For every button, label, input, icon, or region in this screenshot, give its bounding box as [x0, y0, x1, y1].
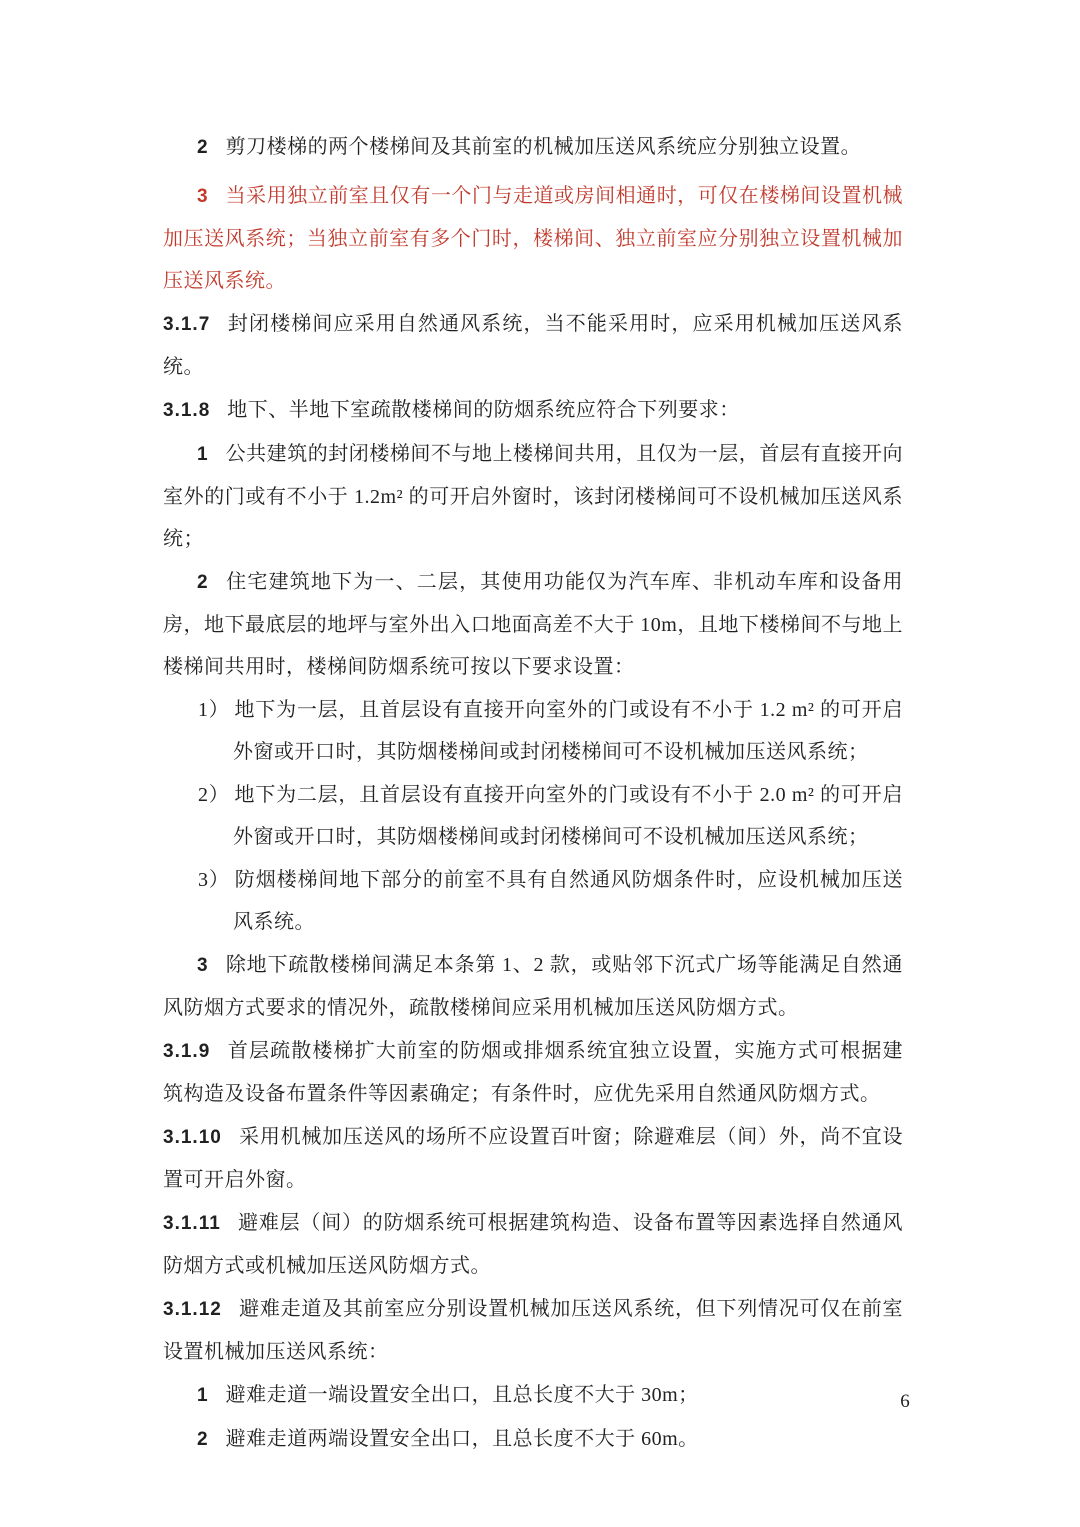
clause-text: 防烟楼梯间地下部分的前室不具有自然通风防烟条件时，应设机械加压送风系统。 — [233, 869, 904, 933]
item-number: 1 — [197, 1385, 209, 1406]
clause-text: 避难走道一端设置安全出口，且总长度不大于 30m； — [225, 1384, 699, 1406]
clause-paragraph-3-1-8-item-2 — [163, 561, 903, 688]
clause-text: 封闭楼梯间应采用自然通风系统，当不能采用时，应采用机械加压送风系统。 — [163, 313, 903, 378]
subitem-number: 1） — [198, 699, 230, 721]
clause-text: 采用机械加压送风的场所不应设置百叶窗；除避难层（间）外，尚不宜设置可开启外窗。 — [163, 1126, 903, 1191]
clause-text: 地下、半地下室疏散楼梯间的防烟系统应符合下列要求： — [227, 399, 740, 421]
clause-text: 公共建筑的封闭楼梯间不与地上楼梯间共用，且仅为一层，首层有直接开向室外的门或有不小于 1.2m² 的可开启外窗时，该封闭楼梯间可不设机械加压送风系统； — [163, 443, 903, 550]
subitem-number: 3） — [198, 869, 230, 891]
clause-paragraph-item-2 — [163, 126, 903, 169]
clause-text: 首层疏散楼梯扩大前室的防烟或排烟系统宜独立设置，实施方式可根据建筑构造及设备布置条件等因素确定；有条件时，应优先采用自然通风防烟方式。 — [163, 1040, 903, 1105]
clause-text: 剪刀楼梯的两个楼梯间及其前室的机械加压送风系统应分别独立设置。 — [225, 136, 862, 158]
clause-text: 避难层（间）的防烟系统可根据建筑构造、设备布置等因素选择自然通风防烟方式或机械加压送风防烟方式。 — [163, 1212, 903, 1277]
subitem-number: 2） — [198, 784, 230, 806]
clause-text: 避难走道两端设置安全出口，且总长度不大于 60m。 — [225, 1428, 699, 1450]
clause-number: 3.1.7 — [163, 314, 211, 335]
clause-paragraph-3-1-8 — [163, 389, 903, 432]
item-number: 2 — [197, 572, 209, 593]
item-number: 2 — [197, 137, 209, 158]
clause-text: 地下为一层，且首层设有直接开向室外的门或设有不小于 1.2 m² 的可开启外窗或开口时，其防烟楼梯间或封闭楼梯间可不设机械加压送风系统； — [233, 699, 903, 763]
clause-paragraph-3-1-12-item-1 — [163, 1374, 903, 1417]
clause-text: 地下为二层，且首层设有直接开向室外的门或设有不小于 2.0 m² 的可开启外窗或开口时，其防烟楼梯间或封闭楼梯间可不设机械加压送风系统； — [233, 784, 903, 848]
clause-paragraph-subitem-1 — [163, 689, 903, 773]
clause-paragraph-subitem-2 — [163, 774, 903, 858]
clause-number: 3.1.9 — [163, 1041, 211, 1062]
clause-paragraph-3-1-11 — [163, 1202, 903, 1287]
clause-paragraph-3-1-7 — [163, 303, 903, 388]
clause-paragraph-3-1-12-item-2 — [163, 1418, 903, 1461]
clause-number: 3.1.12 — [163, 1299, 222, 1320]
clause-paragraph-3-1-10 — [163, 1116, 903, 1201]
clause-paragraph-item-3-highlighted — [163, 175, 903, 302]
clause-number: 3.1.11 — [163, 1213, 221, 1234]
clause-text: 当采用独立前室且仅有一个门与走道或房间相通时，可仅在楼梯间设置机械加压送风系统；当独立前室有多个门时，楼梯间、独立前室应分别独立设置机械加压送风系统。 — [163, 185, 903, 292]
document-content — [163, 126, 903, 1462]
item-number: 3 — [197, 186, 209, 207]
clause-number: 3.1.10 — [163, 1127, 222, 1148]
clause-text: 除地下疏散楼梯间满足本条第 1、2 款，或贴邻下沉式广场等能满足自然通风防烟方式要求的情况外，疏散楼梯间应采用机械加压送风防烟方式。 — [163, 954, 903, 1019]
clause-number: 3.1.8 — [163, 400, 211, 421]
page-number: 6 — [900, 1391, 910, 1412]
clause-paragraph-3-1-12 — [163, 1288, 903, 1373]
clause-paragraph-3-1-8-item-3 — [163, 944, 903, 1029]
item-number: 2 — [197, 1429, 209, 1450]
item-number: 3 — [197, 955, 209, 976]
clause-paragraph-subitem-3 — [163, 859, 903, 943]
clause-text: 避难走道及其前室应分别设置机械加压送风系统，但下列情况可仅在前室设置机械加压送风系统： — [163, 1298, 903, 1363]
clause-paragraph-3-1-9 — [163, 1030, 903, 1115]
clause-paragraph-3-1-8-item-1 — [163, 433, 903, 560]
item-number: 1 — [197, 444, 209, 465]
clause-text: 住宅建筑地下为一、二层，其使用功能仅为汽车库、非机动车库和设备用房，地下最底层的地坪与室外出入口地面高差不大于 10m，且地下楼梯间不与地上楼梯间共用时，楼梯间防烟系统可按以下要求设置： — [163, 571, 903, 678]
